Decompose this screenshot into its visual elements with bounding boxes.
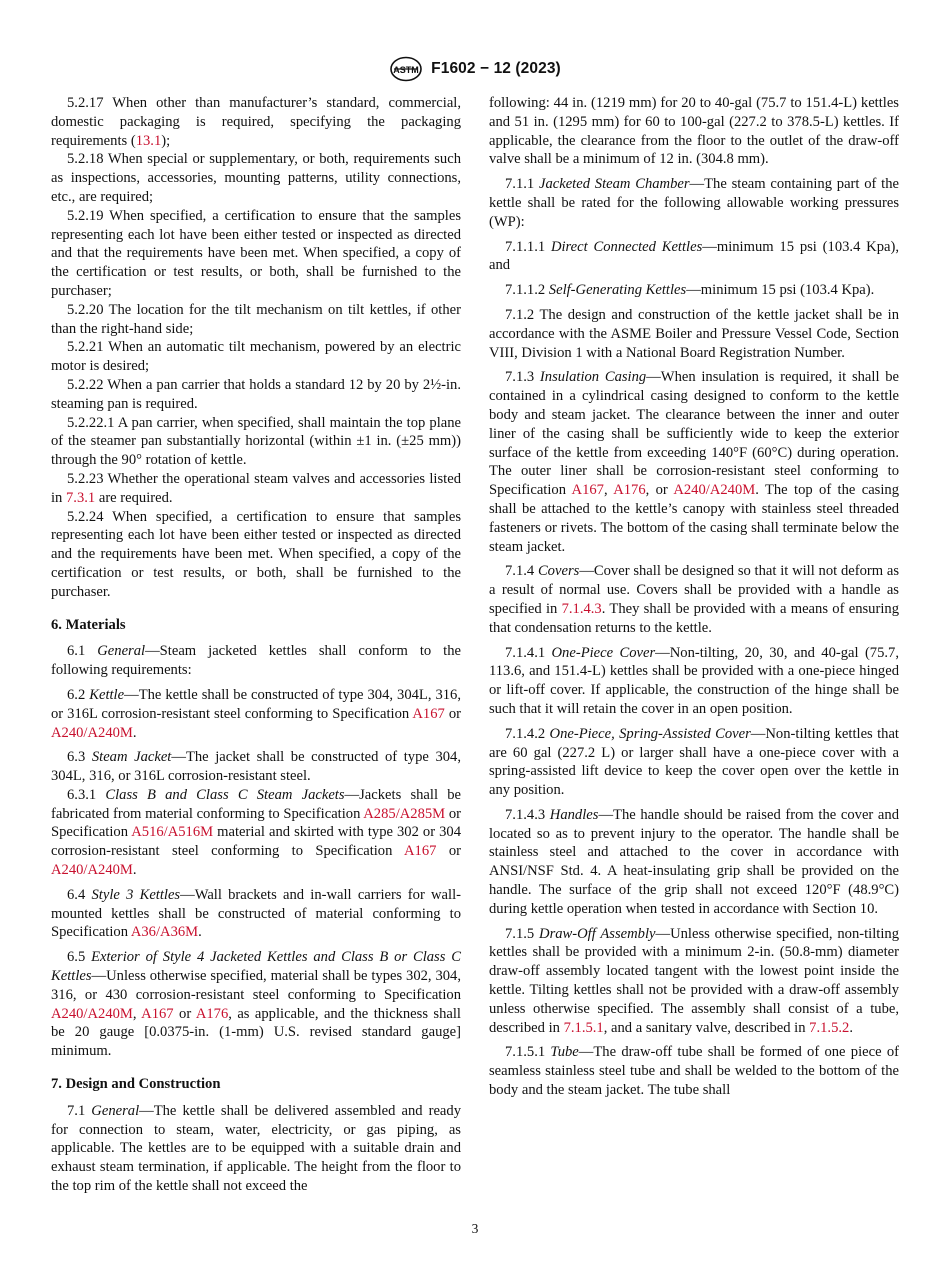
para-5-2-24: 5.2.24 When specified, a certification to ensure that samples representing each lot have been either tested or inspected as directed and the requirements have been met. When specified, a copy of the certification or test results, or both, shall be furnished to the purchaser. xyxy=(51,508,461,600)
ref-link[interactable]: 7.1.5.1 xyxy=(563,1019,604,1036)
astm-logo xyxy=(389,56,423,82)
ref-link[interactable]: A240/A240M xyxy=(51,1005,133,1022)
para-7-1-4-1: 7.1.4.1 One-Piece Cover—Non-tilting, 20, 30, and 40-gal (75.7, 113.6, and 151.4-L) kettles shall be provided with a one-piece hinged or lift-off cover. If applicable, the construction of the hinge shall be such that it will retain the cover in an open position. xyxy=(489,644,899,717)
para-6-4: 6.4 Style 3 Kettles—Wall brackets and in-wall carriers for wall-mounted kettles shall be constructed of material conforming to Specification A36/A36M. xyxy=(51,886,462,941)
para-5-2-17: 5.2.17 When other than manufacturer’s standard, commercial, domestic packaging is required, specifying the packaging requirements (13.1); xyxy=(51,95,461,149)
para-5-2-20: 5.2.20 The location for the tilt mechanism on tilt kettles, if other than the right-hand side; xyxy=(51,301,461,337)
ref-link[interactable]: 7.1.5.2 xyxy=(809,1019,850,1036)
para-6-3: 6.3 Steam Jacket—The jacket shall be constructed of type 304, 304L, 316, or 316L corrosion-resistant steel. xyxy=(51,749,461,785)
para-6-3-1: 6.3.1 Class B and Class C Steam Jackets—Jackets shall be fabricated from material conforming to Specification A285/A285M or Specification A516/A516M material and skirted with type 302 or 304 corrosion-resistant steel conforming to Specification A167 or A240/A240M. xyxy=(51,786,462,879)
ref-link[interactable]: 13.1 xyxy=(135,132,162,149)
section-heading-materials: 6. Materials xyxy=(51,616,126,633)
ref-link[interactable]: A167 xyxy=(412,705,445,722)
para-6-1: 6.1 General—Steam jacketed kettles shall conform to the following requirements: xyxy=(51,643,461,679)
para-5-2-22: 5.2.22 When a pan carrier that holds a standard 12 by 20 by 2½-in. steaming pan is required. xyxy=(51,376,461,412)
para-7-1-5-1: 7.1.5.1 Tube—The draw-off tube shall be formed of one piece of seamless stainless steel tube and shall be welded to the bottom of the body and the steam jacket. The tube shall xyxy=(489,1044,899,1099)
para-5-2-23: 5.2.23 Whether the operational steam valves and accessories listed in 7.3.1 are required. xyxy=(51,470,461,506)
para-7-1-4-2: 7.1.4.2 One-Piece, Spring-Assisted Cover—Non-tilting kettles that are 60 gal (227.2 L) or larger shall have a one-piece cover with a spring-assisted lift device to keep the cover open over the kettle in any position. xyxy=(489,725,899,799)
ref-link[interactable]: A167 xyxy=(141,1005,174,1022)
page-header xyxy=(0,56,950,82)
document-designation: F1602 − 12 (2023) xyxy=(431,60,561,77)
para-7-1-1: 7.1.1 Jacketed Steam Chamber—The steam containing part of the kettle shall be rated for the following allowable working pressures (WP): xyxy=(489,176,900,230)
ref-link[interactable]: A240/A240M xyxy=(51,724,133,741)
para-7-1-2: 7.1.2 The design and construction of the kettle jacket shall be in accordance with the ASME Boiler and Pressure Vessel Code, Section VIII, Division 1 with a National Board Registration Number. xyxy=(489,306,899,361)
ref-link[interactable]: A167 xyxy=(404,843,437,860)
para-7-1: 7.1 General—The kettle shall be delivered assembled and ready for connection to steam, water, electricity, or gas piping, as applicable. The kettles are to be equipped with a suitable drain and exhaust steam termination, if applicable. The height from the floor to the top rim of the kettle shall not exceed the xyxy=(51,1102,461,1195)
para-7-1-1-2: 7.1.1.2 Self-Generating Kettles—minimum 15 psi (103.4 Kpa). xyxy=(505,282,875,299)
para-5-2-21: 5.2.21 When an automatic tilt mechanism, powered by an electric motor is desired; xyxy=(51,339,461,375)
ref-link[interactable]: A285/A285M xyxy=(363,805,446,822)
para-7-1-4-3: 7.1.4.3 Handles—The handle should be raised from the cover and located so as to prevent injury to the operator. The handle shall be stainless steel and attached to the cover in accordance with ANSI/NSF Std. 4. A heat-insulating grip shall be provided on the handle. The surface of the grip shall not exceed 120°F (48.9°C) during kettle operation when tested in accordance with Section 10. xyxy=(489,806,899,917)
para-7-1-1-1: 7.1.1.1 Direct Connected Kettles—minimum 15 psi (103.4 Kpa), and xyxy=(489,238,899,274)
para-5-2-18: 5.2.18 When special or supplementary, or both, requirements such as inspections, accessories, mounting patterns, utility connections, etc., are required; xyxy=(51,151,461,205)
para-7-1-continued: following: 44 in. (1219 mm) for 20 to 40-gal (75.7 to 151.4-L) kettles and 51 in. (1295 mm) for 60 to 100-gal (227.2 to 378.5-L) kettles. If applicable, the clearance from the floor to the outlet of the draw-off valve shall be a minimum of 12 in. (304.8 mm). xyxy=(489,95,899,168)
para-6-2: 6.2 Kettle—The kettle shall be constructed of type 304, 304L, 316, or 316L corrosion-resistant steel conforming to Specification A167 or A240/A240M. xyxy=(51,686,461,741)
para-5-2-19: 5.2.19 When specified, a certification to ensure that the samples representing each lot have been either tested or inspected as directed and that the requirements have been met. When specified, a copy of the certification or test results, or both, shall be furnished to the purchaser; xyxy=(51,207,462,299)
section-heading-design: 7. Design and Construction xyxy=(51,1076,221,1093)
ref-link[interactable]: A240/A240M xyxy=(673,482,756,499)
ref-link[interactable]: A167 xyxy=(571,482,604,499)
para-7-1-4: 7.1.4 Covers—Cover shall be designed so that it will not deform as a result of normal use. Covers shall be provided with a handle as specified in 7.1.4.3. They shall be provided with a means of ensuring that condensation returns to the kettle. xyxy=(489,563,899,636)
ref-link[interactable]: A176 xyxy=(195,1005,229,1022)
para-7-1-3: 7.1.3 Insulation Casing—When insulation is required, it shall be contained in a cylindrical casing designed to conform to the kettle body and steam jacket. The clearance between the inner and outer liner of the casing shall be sufficiently wide to keep the exterior surface of the kettle from exceeding 140°F (60°C) during operation. The outer liner shall be corrosion-resistant steel conforming to Specification A167, A176, or A240/A240M. The top of the casing shall be attached to the kettle’s canopy with stainless steel threaded fasteners or rivets. The bottom of the casing shall terminate below the steam jacket. xyxy=(489,369,900,555)
para-6-5: 6.5 Exterior of Style 4 Jacketed Kettles and Class B or Class C Kettles—Unless otherwise specified, material shall be types 302, 304, 316, or 430 corrosion-resistant steel conforming to Specification A240/A240M, A167 or A176, as applicable, and the thickness shall be 20 gauge [0.0375-in. (1-mm) U.S. revised standard gauge] minimum. xyxy=(51,949,461,1060)
left-column xyxy=(51,94,461,1196)
ref-link[interactable]: A176 xyxy=(613,482,646,499)
ref-link[interactable]: A36/A36M xyxy=(130,924,199,941)
ref-link[interactable]: A240/A240M xyxy=(51,862,133,879)
ref-link[interactable]: 7.3.1 xyxy=(66,489,96,506)
para-7-1-5: 7.1.5 Draw-Off Assembly—Unless otherwise specified, non-tilting kettles shall be provided with a minimum 2-in. (50.8-mm) diameter draw-off assembly located tangent with the lowest point inside the kettle. Tilting kettles shall not be provided with a draw-off assembly unless otherwise specified. The assembly shall consist of a tube, described in 7.1.5.1, and a sanitary valve, described in 7.1.5.2. xyxy=(489,925,899,1036)
ref-link[interactable]: A516/A516M xyxy=(131,824,214,841)
ref-link[interactable]: 7.1.4.3 xyxy=(561,600,602,617)
right-column xyxy=(489,94,899,1100)
astm-logo-text: ASTM xyxy=(393,65,419,75)
page-number: 3 xyxy=(471,1221,479,1236)
para-5-2-22-1: 5.2.22.1 A pan carrier, when specified, shall maintain the top plane of the steamer pan substantially horizontal (within ±1 in. (±25 mm)) through the 90° rotation of kettle. xyxy=(51,414,461,469)
